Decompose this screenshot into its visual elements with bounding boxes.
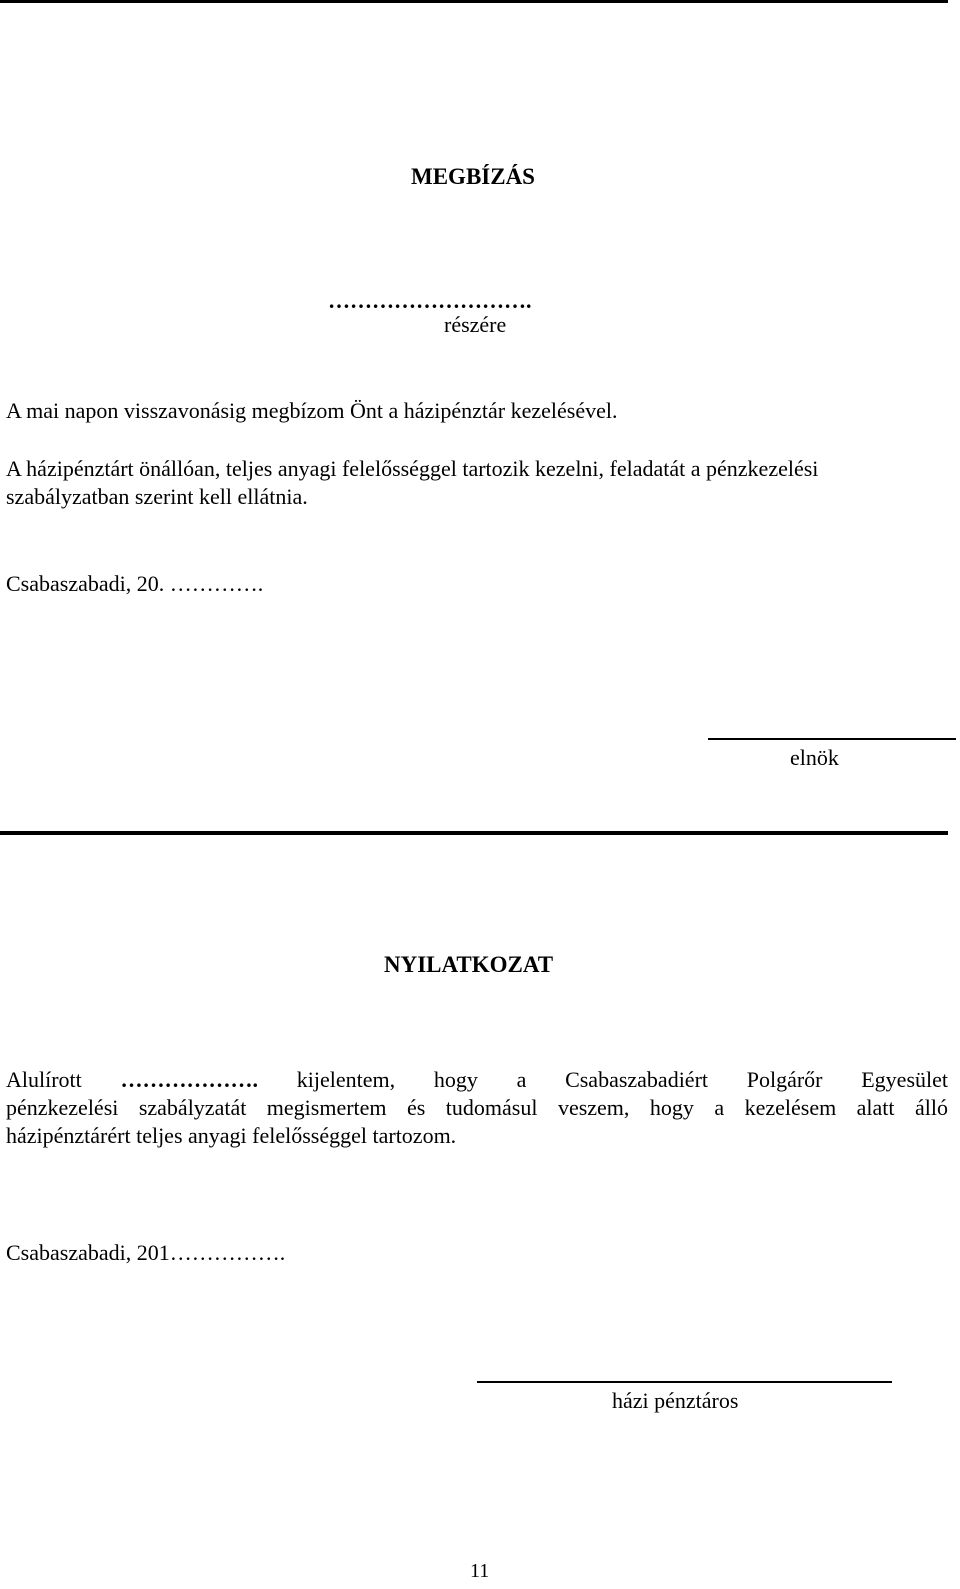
intro-word: Alulírott	[6, 1067, 82, 1092]
elnok-label: elnök	[790, 745, 839, 770]
nyilatkozat-line-1	[6, 1066, 948, 1094]
megbizas-sentence-2: A házipénztárt önállóan, teljes anyagi felelősséggel tartozik kezelni, feladatát a pénzkezelési	[6, 456, 819, 481]
megbizas-sentence-1: A mai napon visszavonásig megbízom Önt a házipénztár kezelésével.	[6, 398, 618, 423]
section-divider	[0, 831, 948, 835]
megbizas-place-date: Csabaszabadi, 20. ………….	[6, 571, 264, 596]
megbizas-sentence-3: szabályzatban szerint kell ellátnia.	[6, 484, 308, 509]
recipient-blank: ……………………….	[328, 288, 532, 313]
top-border-line	[0, 0, 948, 3]
nyilatkozat-place-date: Csabaszabadi, 201…………….	[6, 1240, 286, 1265]
penztaros-label: házi pénztáros	[612, 1388, 739, 1413]
megbizas-title: MEGBÍZÁS	[411, 164, 535, 189]
nyilatkozat-title: NYILATKOZAT	[384, 952, 554, 977]
nyilatkozat-line-2: pénzkezelési szabályzatát megismertem és tudomásul veszem, hogy a kezelésem alatt álló	[6, 1095, 948, 1120]
declaration-text-1: kijelentem, hogy a Csabaszabadiért Polgárőr Egyesület	[296, 1067, 948, 1092]
nyilatkozat-line-3: házipénztárért teljes anyagi felelősséggel tartozom.	[6, 1123, 457, 1148]
name-blank: ……………….	[120, 1067, 259, 1092]
elnok-signature-line	[708, 738, 956, 740]
penztaros-signature-line	[477, 1381, 892, 1383]
page-number: 11	[470, 1560, 490, 1582]
nyilatkozat-paragraph	[6, 1066, 948, 1150]
recipient-label: részére	[444, 312, 507, 337]
